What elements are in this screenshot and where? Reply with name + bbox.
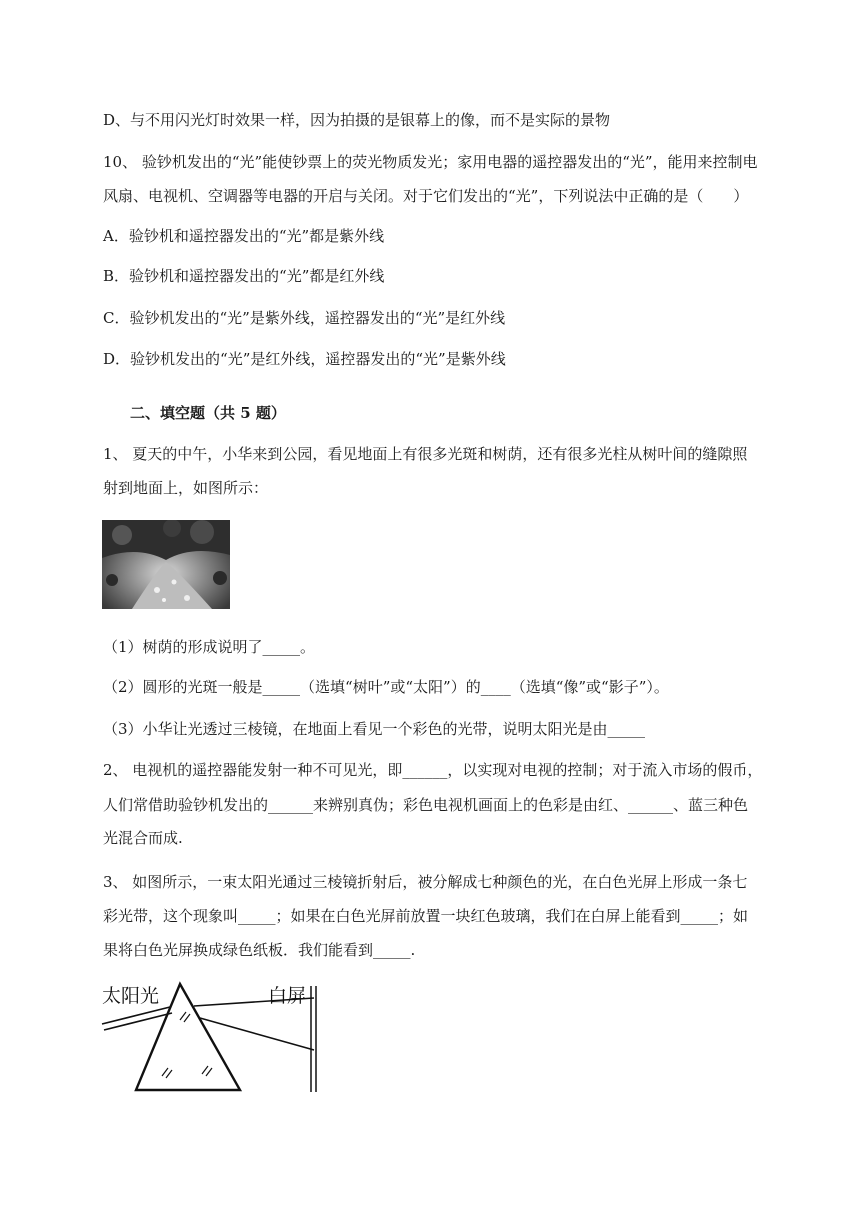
q10-option-d: D．验钞机发出的“光”是红外线，遥控器发出的“光”是紫外线 [103,350,506,368]
fill1-sub1: （1）树荫的形成说明了_____。 [103,638,316,656]
park-shade-photo [102,520,230,609]
fill1-sub2: （2）圆形的光斑一般是_____（选填“树叶”或“太阳”）的____（选填“像”或“影子”）。 [103,678,669,696]
fill3-line3: 果将白色光屏换成绿色纸板．我们能看到_____. [103,941,416,959]
fill2-line3: 光混合而成. [103,829,183,847]
q10-option-c: C．验钞机发出的“光”是紫外线，遥控器发出的“光”是红外线 [103,309,506,327]
sun-light-label: 太阳光 [102,985,160,1007]
fill3-line1: 3、 如图所示，一束太阳光通过三棱镜折射后，被分解成七种颜色的光，在白色光屏上形成一条七 [103,873,748,891]
fill1-stem-line1: 1、 夏天的中午，小华来到公园，看见地面上有很多光斑和树荫，还有很多光柱从树叶间的缝隙照 [103,445,748,463]
fill1-sub3: （3）小华让光透过三棱镜，在地面上看见一个彩色的光带，说明太阳光是由_____ [103,720,646,738]
q10-option-a: A．验钞机和遥控器发出的“光”都是紫外线 [103,227,385,245]
glass-marks [162,1012,212,1078]
q10-stem-line2: 风扇、电视机、空调器等电器的开启与关闭。对于它们发出的“光”，下列说法中正确的是（ ） [103,187,749,205]
q10-option-b: B．验钞机和遥控器发出的“光”都是红外线 [103,267,385,285]
fill1-stem-line2: 射到地面上，如图所示： [103,479,269,497]
fill2-line2: 人们常借助验钞机发出的______来辨别真伪；彩色电视机画面上的色彩是由红、______、蓝三种色 [103,796,749,814]
prism-diagram [100,980,330,1095]
fill2-line1: 2、 电视机的遥控器能发射一种不可见光，即______，以实现对电视的控制；对于流入市场的假币， [103,761,763,779]
q9-option-d: D、与不用闪光灯时效果一样，因为拍摄的是银幕上的像，而不是实际的景物 [103,111,611,129]
fill3-line2: 彩光带，这个现象叫_____；如果在白色光屏前放置一块红色玻璃，我们在白屏上能看到_____；如 [103,907,749,925]
white-screen-label: 白屏 [268,985,307,1007]
white-screen [311,986,316,1092]
q10-stem-line1: 10、 验钞机发出的“光”能使钞票上的荧光物质发光；家用电器的遥控器发出的“光”，能用来控制电 [103,153,758,171]
section-heading: 二、填空题（共 5 题） [130,404,286,422]
